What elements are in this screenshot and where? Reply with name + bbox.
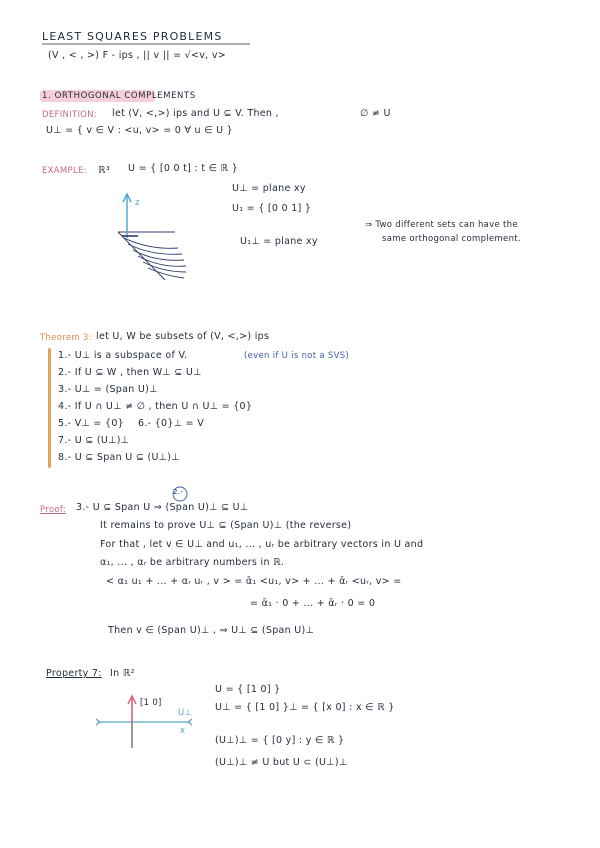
theorem-item-2: 2.- If U ⊆ W , then W⊥ ⊆ U⊥: [58, 367, 202, 378]
theorem-item-1-note: (even if U is not a SVS): [244, 351, 350, 361]
proof-line-2: It remains to prove U⊥ ⊆ (Span U)⊥ (the reverse): [100, 520, 352, 531]
definition-text: let (V, <,>) ips and U ⊆ V. Then ,: [112, 108, 279, 119]
vector-label: [1 0]: [140, 698, 162, 708]
theorem-item-8: 8.- U ⊆ Span U ⊆ (U⊥)⊥: [58, 452, 180, 463]
z-axis-label: z: [135, 198, 140, 208]
theorem-item-1: 1.- U⊥ is a subspace of V.: [58, 350, 188, 361]
proof-line-5: < α₁ u₁ + ... + αᵣ uᵣ , v > = ᾱ₁ <u₁, v> + ... + ᾱᵣ <uᵣ, v> =: [106, 576, 402, 587]
page-title: LEAST SQUARES PROBLEMS: [42, 30, 223, 43]
property-line-4: (U⊥)⊥ ≠ U but U ⊂ (U⊥)⊥: [215, 757, 348, 768]
example-u-def: U = { [0 0 t] : t ∈ ℝ }: [128, 163, 239, 174]
property-line-1: U = { [1 0] }: [215, 684, 281, 695]
x-axis-label: x: [180, 726, 186, 736]
page-subtitle: (V , < , >) F - ips , || v || = √<v, v>: [48, 50, 227, 61]
proof-line-3: For that , let v ∈ U⊥ and u₁, ... , uᵣ be arbitrary vectors in U and: [100, 539, 424, 550]
example-u1-def: U₁ = { [0 0 1] }: [232, 203, 312, 214]
example-note-line1: ⇒ Two different sets can have the: [365, 220, 518, 230]
u-perp-axis-label: U⊥: [178, 708, 193, 718]
property-line-3: (U⊥)⊥ = { [0 y] : y ∈ ℝ }: [215, 735, 345, 746]
property-space: In ℝ²: [110, 668, 135, 679]
theorem-intro: let U, W be subsets of (V, <,>) ips: [96, 331, 270, 342]
proof-line-1: 3.- U ⊆ Span U ⇒ (Span U)⊥ ⊆ U⊥: [76, 502, 249, 513]
section-heading: 1. ORTHOGONAL COMPLEMENTS: [42, 91, 196, 101]
example-label: EXAMPLE:: [42, 166, 87, 176]
proof-circle-note: 2.-: [173, 488, 184, 496]
proof-line-6: = ᾱ₁ · 0 + ... + ᾱᵣ · 0 = 0: [250, 598, 376, 609]
theorem-item-5: 5.- V⊥ = {0}: [58, 418, 125, 429]
theorem-label: Theorem 3:: [40, 333, 92, 343]
example-u-perp: U⊥ = plane xy: [232, 183, 306, 194]
example-u1-perp: U₁⊥ = plane xy: [240, 236, 318, 247]
proof-line-7: Then v ∈ (Span U)⊥ , ⇒ U⊥ ⊆ (Span U)⊥: [108, 625, 315, 636]
definition-formula: U⊥ = { v ∈ V : <u, v> = 0 ∀ u ∈ U }: [46, 125, 234, 136]
property-label: Property 7:: [46, 668, 102, 679]
theorem-item-6: 6.- {0}⊥ = V: [138, 418, 205, 429]
example-space: ℝ³: [98, 165, 110, 176]
proof-label: Proof:: [40, 505, 67, 515]
theorem-item-4: 4.- If U ∩ U⊥ ≠ ∅ , then U ∩ U⊥ = {0}: [58, 401, 253, 412]
theorem-item-3: 3.- U⊥ = (Span U)⊥: [58, 384, 158, 395]
proof-line-4: α₁, ... , αᵣ be arbitrary numbers in ℝ.: [100, 557, 285, 568]
example-note-line2: same orthogonal complement.: [382, 234, 521, 244]
definition-right: ∅ ≠ U: [360, 108, 391, 119]
property-line-2: U⊥ = { [1 0] }⊥ = { [x 0] : x ∈ ℝ }: [215, 702, 395, 713]
theorem-item-7: 7.- U ⊆ (U⊥)⊥: [58, 435, 130, 446]
definition-label: DEFINITION:: [42, 110, 98, 120]
